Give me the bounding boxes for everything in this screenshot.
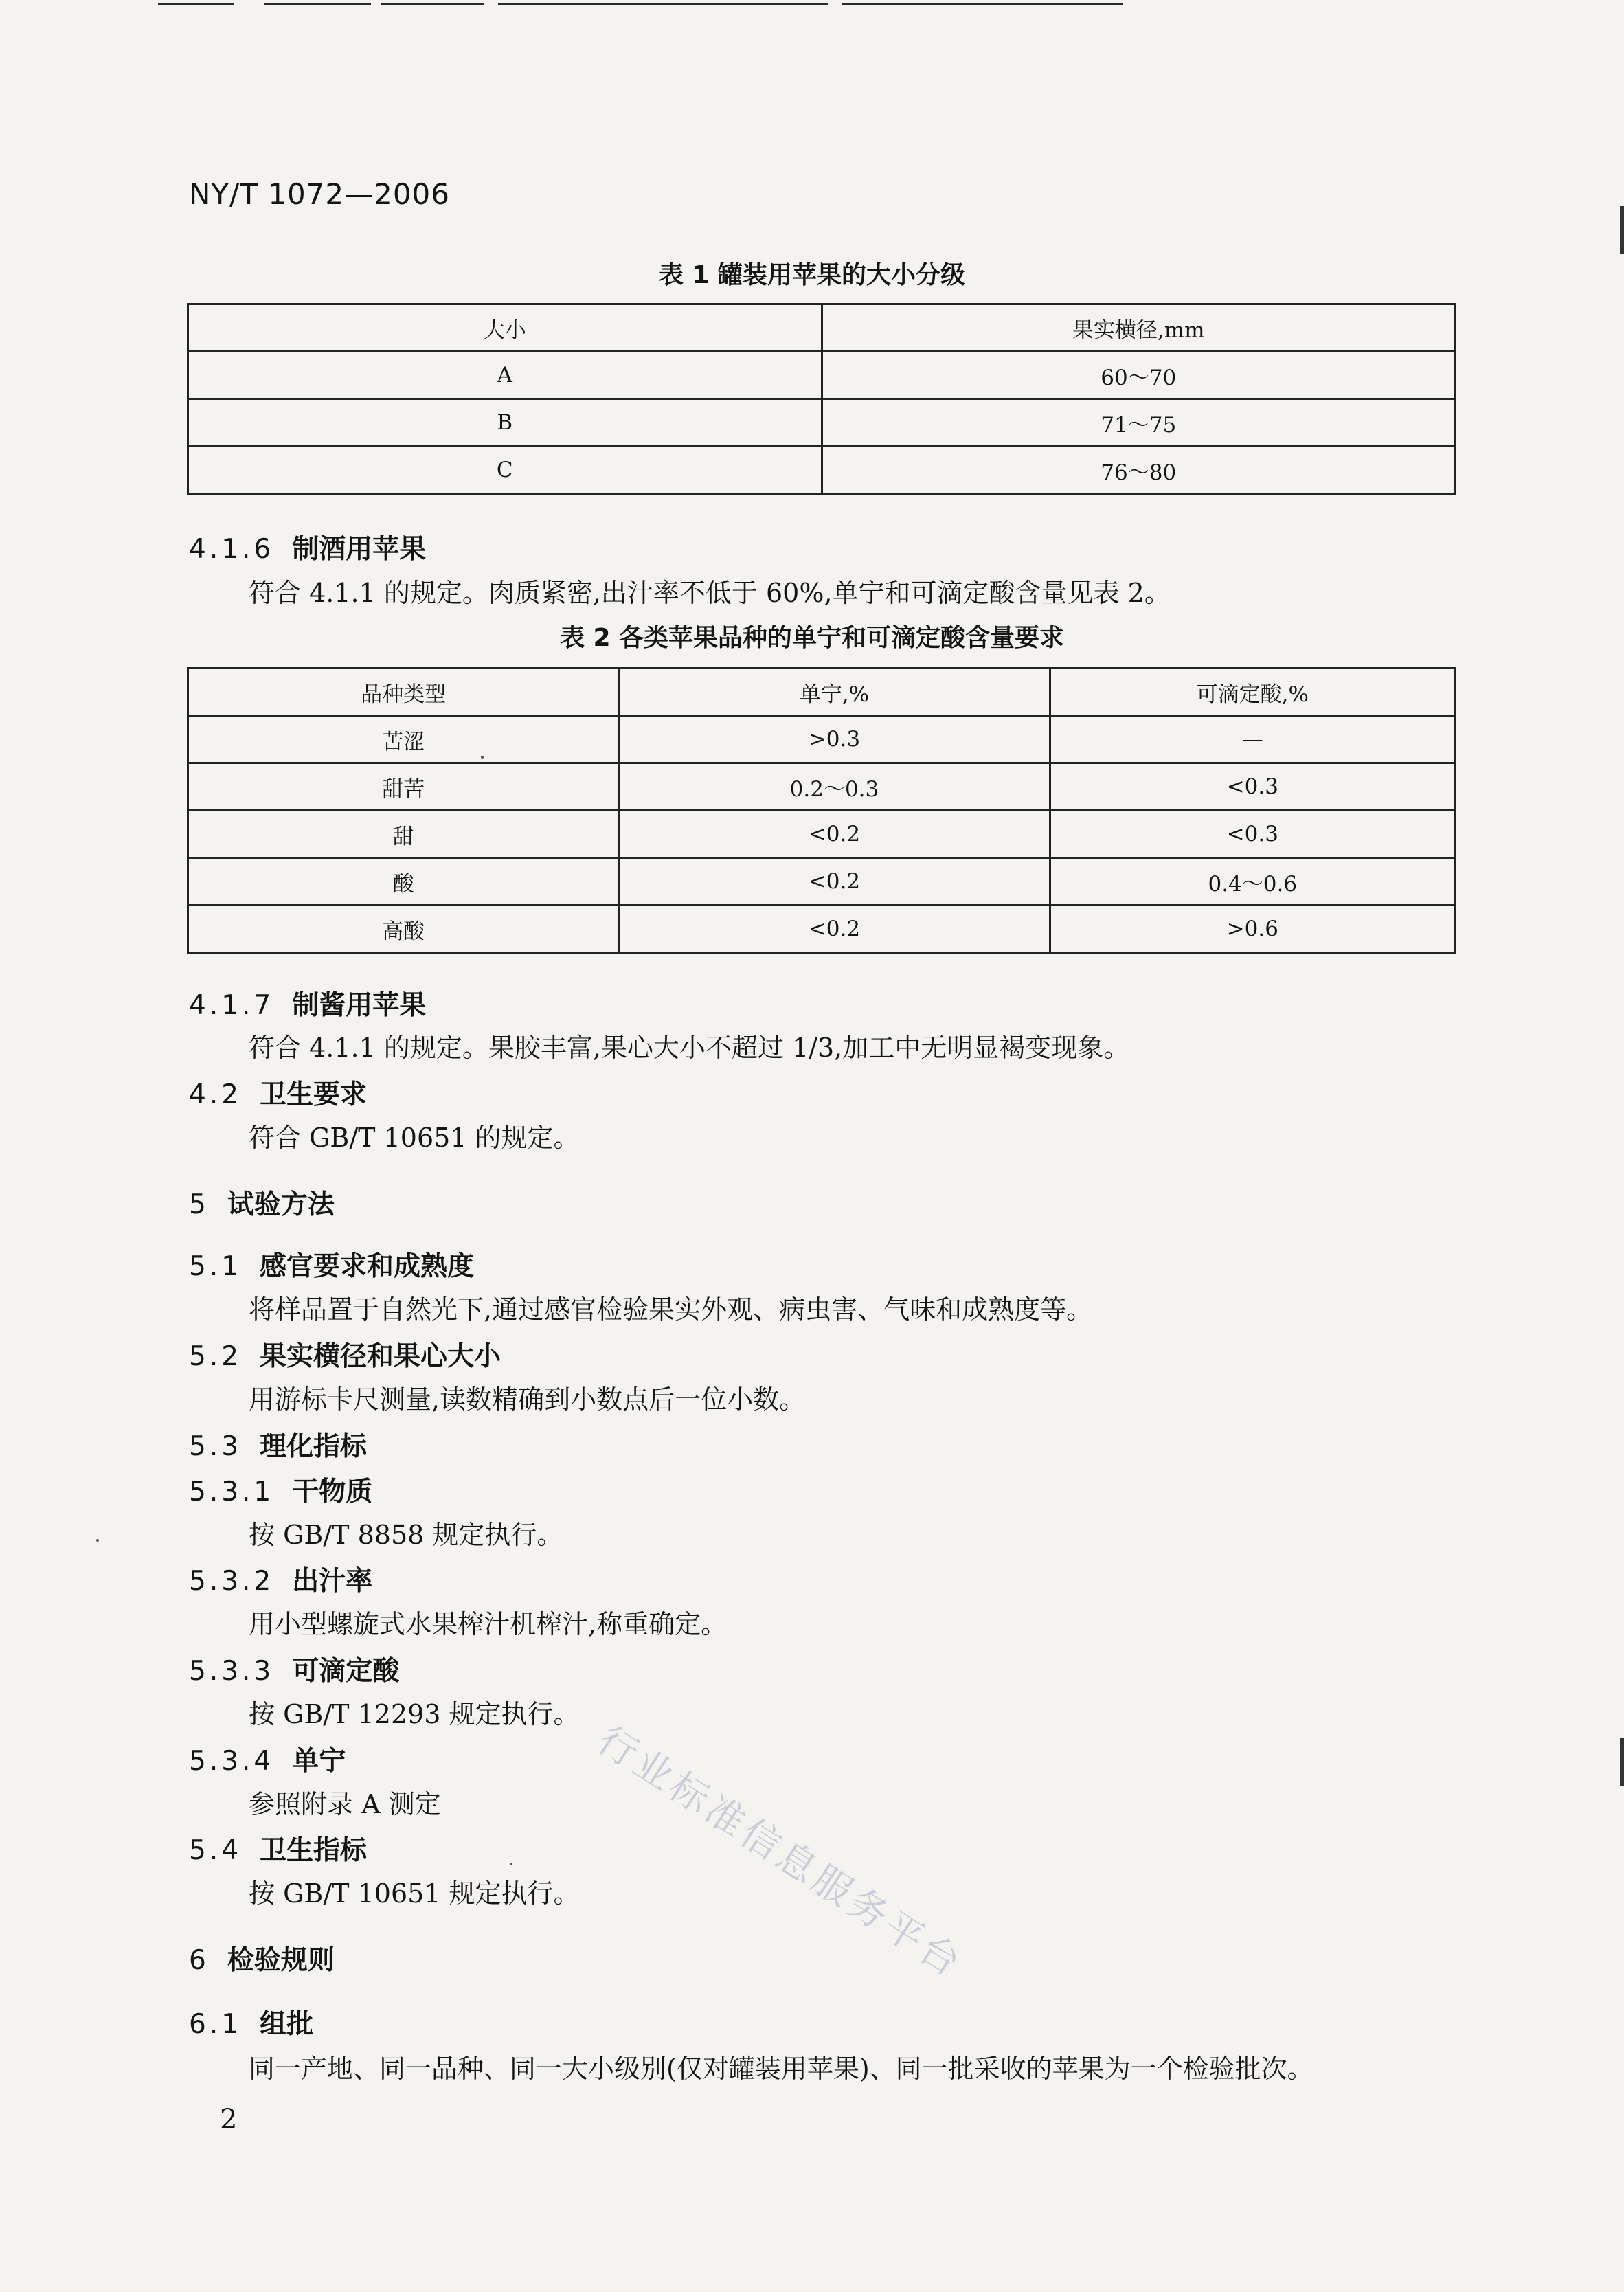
section-number: 5.3.1: [189, 1476, 275, 1507]
table-cell: >0.3: [619, 716, 1050, 763]
table-cell: 60～70: [822, 352, 1456, 399]
table-header-cell: 大小: [188, 304, 822, 352]
section-heading-5-1: [189, 1245, 474, 1283]
edge-mark: [1620, 1738, 1624, 1786]
paragraph: 用小型螺旋式水果榨汁机榨汁,称重确定。: [249, 1609, 728, 1639]
section-number: 5.3.4: [189, 1746, 275, 1777]
section-title: 果实横径和果心大小: [260, 1341, 501, 1372]
section-title: 检验规则: [227, 1945, 335, 1976]
table-cell: <0.3: [1050, 763, 1455, 811]
watermark: 行业标准信息服务平台: [589, 1718, 971, 1988]
table-row: [188, 906, 1456, 953]
paragraph: 符合 4.1.1 的规定。肉质紧密,出汁率不低于 60%,单宁和可滴定酸含量见表 2。: [249, 578, 1171, 608]
paragraph: 符合 4.1.1 的规定。果胶丰富,果心大小不超过 1/3,加工中无明显褐变现象。: [249, 1033, 1130, 1063]
paragraph: 按 GB/T 12293 规定执行。: [249, 1699, 580, 1729]
section-number: 5.3: [189, 1431, 243, 1462]
paragraph: 参照附录 A 测定: [249, 1789, 441, 1819]
section-heading-5-3-3: [189, 1650, 399, 1688]
table-row: [188, 447, 1456, 494]
section-number: 5.2: [189, 1341, 243, 1372]
section-heading-5-3-1: [189, 1470, 372, 1509]
table-row: [188, 716, 1456, 763]
table1-caption: 表 1 罐装用苹果的大小分级: [658, 261, 966, 289]
table-cell: <0.2: [619, 811, 1050, 858]
section-number: 4.2: [189, 1079, 243, 1110]
section-heading-5-3-2: [189, 1560, 372, 1598]
section-title: 干物质: [292, 1476, 373, 1507]
section-number: 4.1.7: [189, 990, 275, 1021]
table-header-row: [188, 668, 1456, 716]
table-cell: —: [1050, 716, 1455, 763]
table-header-cell: 可滴定酸,%: [1050, 668, 1455, 716]
table-row: [188, 399, 1456, 447]
section-number: 5.4: [189, 1835, 243, 1866]
section-heading-5-3: [189, 1425, 367, 1463]
section-title: 单宁: [292, 1746, 346, 1777]
edge-mark: [1620, 206, 1624, 254]
table-header-row: [188, 304, 1456, 352]
top-rule: [498, 3, 828, 5]
table-header-cell: 单宁,%: [619, 668, 1050, 716]
table-cell: 苦涩: [188, 716, 619, 763]
paragraph: 将样品置于自然光下,通过感官检验果实外观、病虫害、气味和成熟度等。: [249, 1294, 1093, 1325]
paragraph: 符合 GB/T 10651 的规定。: [249, 1123, 580, 1153]
section-number: 5.3.2: [189, 1566, 275, 1597]
section-title: 组批: [260, 2009, 314, 2040]
table-row: [188, 858, 1456, 906]
section-heading-4-1-6: [189, 528, 426, 566]
table-row: [188, 352, 1456, 399]
section-heading-4-2: [189, 1073, 367, 1112]
section-heading-5-3-4: [189, 1740, 346, 1778]
table-row: [188, 763, 1456, 811]
section-title: 卫生要求: [260, 1079, 368, 1110]
table-cell: 高酸: [188, 906, 619, 953]
table-cell: 0.4～0.6: [1050, 858, 1455, 906]
paragraph: 用游标卡尺测量,读数精确到小数点后一位小数。: [249, 1384, 806, 1415]
scan-speck: [96, 1539, 99, 1542]
table-cell: 甜苦: [188, 763, 619, 811]
table-cell: 甜: [188, 811, 619, 858]
table-cell: >0.6: [1050, 906, 1455, 953]
section-title: 制酒用苹果: [292, 534, 427, 565]
section-number: 5: [189, 1189, 210, 1220]
section-heading-5: [189, 1183, 335, 1222]
top-rule: [381, 3, 484, 5]
scan-speck: [481, 756, 484, 759]
section-title: 出汁率: [292, 1566, 373, 1597]
standard-number: NY/T 1072—2006: [189, 177, 451, 211]
section-heading-6: [189, 1939, 335, 1977]
paragraph: 同一产地、同一品种、同一大小级别(仅对罐装用苹果)、同一批采收的苹果为一个检验批次。: [249, 2054, 1313, 2084]
table-cell: 0.2～0.3: [619, 763, 1050, 811]
section-title: 理化指标: [260, 1431, 368, 1462]
section-heading-6-1: [189, 2003, 313, 2041]
page-number: 2: [220, 2104, 238, 2135]
section-title: 试验方法: [227, 1189, 335, 1220]
section-number: 6: [189, 1945, 210, 1976]
table-cell: 76～80: [822, 447, 1456, 494]
top-rule: [842, 3, 1123, 5]
table-cell: <0.2: [619, 906, 1050, 953]
table-header-cell: 果实横径,mm: [822, 304, 1456, 352]
section-title: 卫生指标: [260, 1835, 368, 1866]
table1: [187, 303, 1456, 495]
section-number: 4.1.6: [189, 534, 275, 565]
scan-speck: [510, 1863, 512, 1865]
table-cell: <0.3: [1050, 811, 1455, 858]
section-title: 制酱用苹果: [292, 990, 427, 1021]
table-cell: 酸: [188, 858, 619, 906]
top-rule: [264, 3, 371, 5]
section-heading-5-4: [189, 1829, 367, 1867]
section-number: 6.1: [189, 2009, 243, 2040]
table2-caption: 表 2 各类苹果品种的单宁和可滴定酸含量要求: [559, 624, 1065, 652]
table-cell: A: [188, 352, 822, 399]
table-cell: C: [188, 447, 822, 494]
paragraph: 按 GB/T 10651 规定执行。: [249, 1878, 580, 1909]
section-title: 可滴定酸: [292, 1656, 400, 1687]
section-title: 感官要求和成熟度: [260, 1251, 475, 1282]
table-header-cell: 品种类型: [188, 668, 619, 716]
table2: [187, 667, 1456, 954]
section-heading-4-1-7: [189, 984, 426, 1022]
section-heading-5-2: [189, 1335, 501, 1373]
paragraph: 按 GB/T 8858 规定执行。: [249, 1520, 563, 1550]
table-cell: B: [188, 399, 822, 447]
section-number: 5.3.3: [189, 1656, 275, 1687]
table-cell: <0.2: [619, 858, 1050, 906]
table-row: [188, 811, 1456, 858]
table-cell: 71～75: [822, 399, 1456, 447]
top-rule: [158, 3, 234, 5]
section-number: 5.1: [189, 1251, 243, 1282]
